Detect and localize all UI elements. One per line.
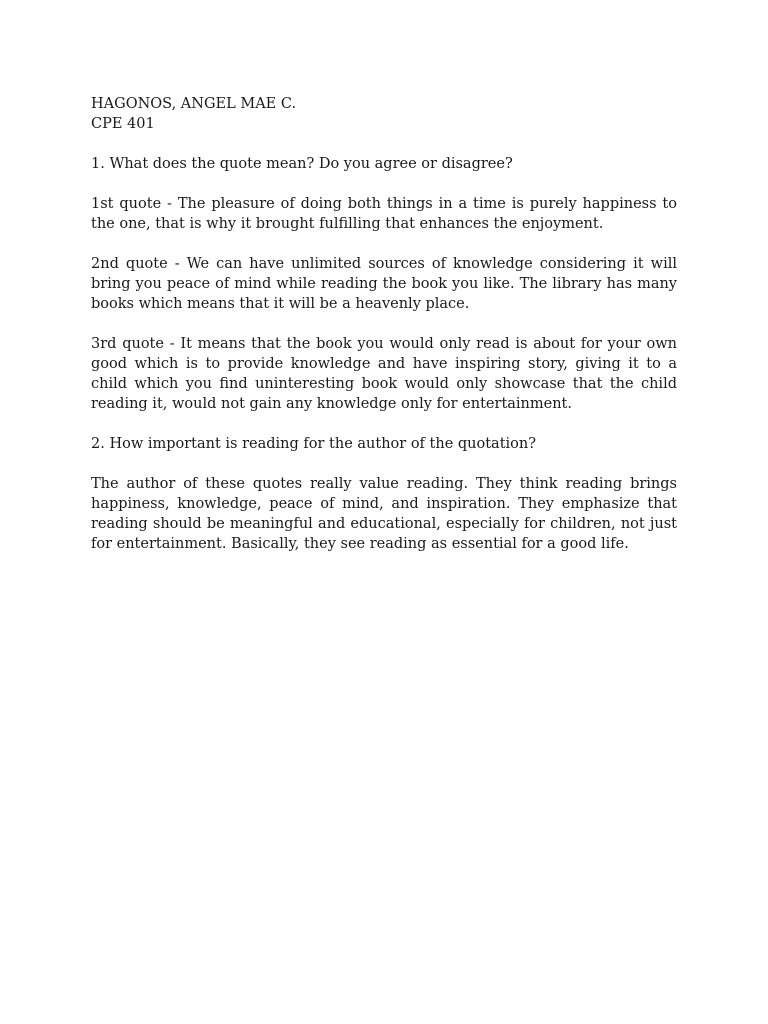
spacer (91, 314, 677, 334)
document-body (91, 94, 677, 554)
question-2-heading: 2. How important is reading for the author of the quotation? (91, 436, 537, 452)
answer-3rd-quote: 3rd quote - It means that the book you would only read is about for your own good which is to provide knowledge and have inspiring story, giving it to a child which you find uninteresting book would only showcase that the child reading it, would not gain any knowledge only for entertainment. (91, 336, 677, 412)
answer-1st-quote: 1st quote - The pleasure of doing both things in a time is purely happiness to the one, that is why it brought fulfilling that enhances the enjoyment. (91, 196, 677, 232)
student-name: HAGONOS, ANGEL MAE C. (91, 96, 297, 112)
spacer (91, 134, 677, 154)
question-1-heading: 1. What does the quote mean? Do you agree or disagree? (91, 156, 513, 172)
course-code: CPE 401 (91, 116, 155, 132)
spacer (91, 414, 677, 434)
spacer (91, 174, 677, 194)
answer-2nd-quote: 2nd quote - We can have unlimited sources of knowledge considering it will bring you peace of mind while reading the book you like. The library has many books which means that it will be a heavenly place. (91, 256, 677, 312)
spacer (91, 454, 677, 474)
spacer (91, 234, 677, 254)
answer-question-2: The author of these quotes really value reading. They think reading brings happiness, knowledge, peace of mind, and inspiration. They emphasize that reading should be meaningful and educational, especially for children, not just for entertainment. Basically, they see reading as essential for a good life. (91, 476, 677, 552)
